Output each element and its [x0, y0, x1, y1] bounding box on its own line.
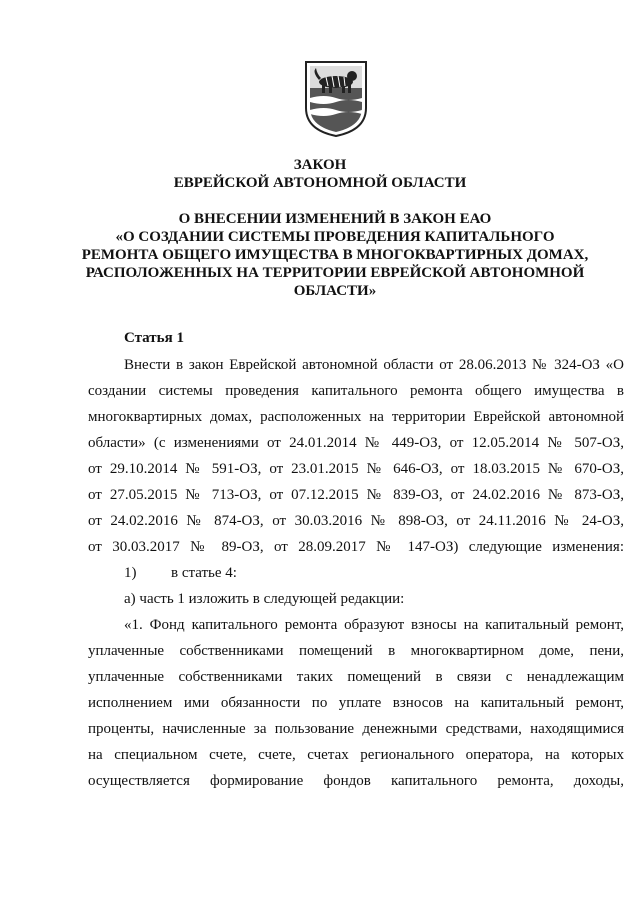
quote-line: «1. Фонд капитального ремонта образуют взносы на капитальный ремонт, — [124, 617, 624, 633]
paragraph-line: от 27.05.2015 № 713-ОЗ, от 07.12.2015 № 839-ОЗ, от 24.02.2016 № 873-ОЗ, — [88, 487, 624, 503]
article-heading: Статья 1 — [124, 330, 184, 346]
quote-line: исполнением ими обязанности по уплате взносов на капитальный ремонт, — [88, 695, 624, 711]
list-item-text: в статье 4: — [171, 565, 237, 581]
quote-line: уплаченные собственниками помещений в многоквартирном доме, пени, — [88, 643, 624, 659]
paragraph-line: создании системы проведения капитального ремонта общего имущества в — [88, 383, 624, 399]
paragraph-line: Внести в закон Еврейской автономной области от 28.06.2013 № 324-ОЗ «О — [124, 357, 624, 373]
list-item-number: 1) — [124, 565, 137, 581]
quote-line: проценты, начисленные за пользование денежными средствами, находящимися — [88, 721, 624, 737]
paragraph-line: от 30.03.2017 № 89-ОЗ, от 28.09.2017 № 147-ОЗ) следующие изменения: — [88, 539, 624, 555]
quote-line: осуществляется формирование фондов капитального ремонта, доходы, — [88, 773, 624, 789]
law-title: ЗАКОН — [293, 157, 347, 173]
subitem-text: а) часть 1 изложить в следующей редакции: — [124, 591, 405, 607]
law-subject — [80, 210, 590, 300]
quote-line: уплаченные собственниками таких помещений в связи с ненадлежащим — [88, 669, 624, 685]
subject-line: РЕМОНТА ОБЩЕГО ИМУЩЕСТВА В МНОГОКВАРТИРНЫХ ДОМАХ, — [81, 247, 589, 263]
paragraph-line: от 29.10.2014 № 591-ОЗ, от 23.01.2015 № 646-ОЗ, от 18.03.2015 № 670-ОЗ, — [88, 461, 624, 477]
subject-line: О ВНЕСЕНИИ ИЗМЕНЕНИЙ В ЗАКОН ЕАО — [178, 211, 492, 227]
quote-line: на специальном счете, счете, счетах регионального оператора, на которых — [88, 747, 624, 763]
subject-line: ОБЛАСТИ» — [293, 283, 377, 299]
coat-of-arms-icon — [304, 58, 368, 138]
paragraph-line: области» (с изменениями от 24.01.2014 № 449-ОЗ, от 12.05.2014 № 507-ОЗ, — [88, 435, 624, 451]
subject-line: «О СОЗДАНИИ СИСТЕМЫ ПРОВЕДЕНИЯ КАПИТАЛЬНОГО — [115, 229, 555, 245]
subject-line: РАСПОЛОЖЕННЫХ НА ТЕРРИТОРИИ ЕВРЕЙСКОЙ АВТОНОМНОЙ — [85, 265, 585, 281]
paragraph-line: многоквартирных домах, расположенных на территории Еврейской автономной — [88, 409, 624, 425]
law-region: ЕВРЕЙСКОЙ АВТОНОМНОЙ ОБЛАСТИ — [173, 175, 467, 191]
paragraph-line: от 24.02.2016 № 874-ОЗ, от 30.03.2016 № 898-ОЗ, от 24.11.2016 № 24-ОЗ, — [88, 513, 624, 529]
